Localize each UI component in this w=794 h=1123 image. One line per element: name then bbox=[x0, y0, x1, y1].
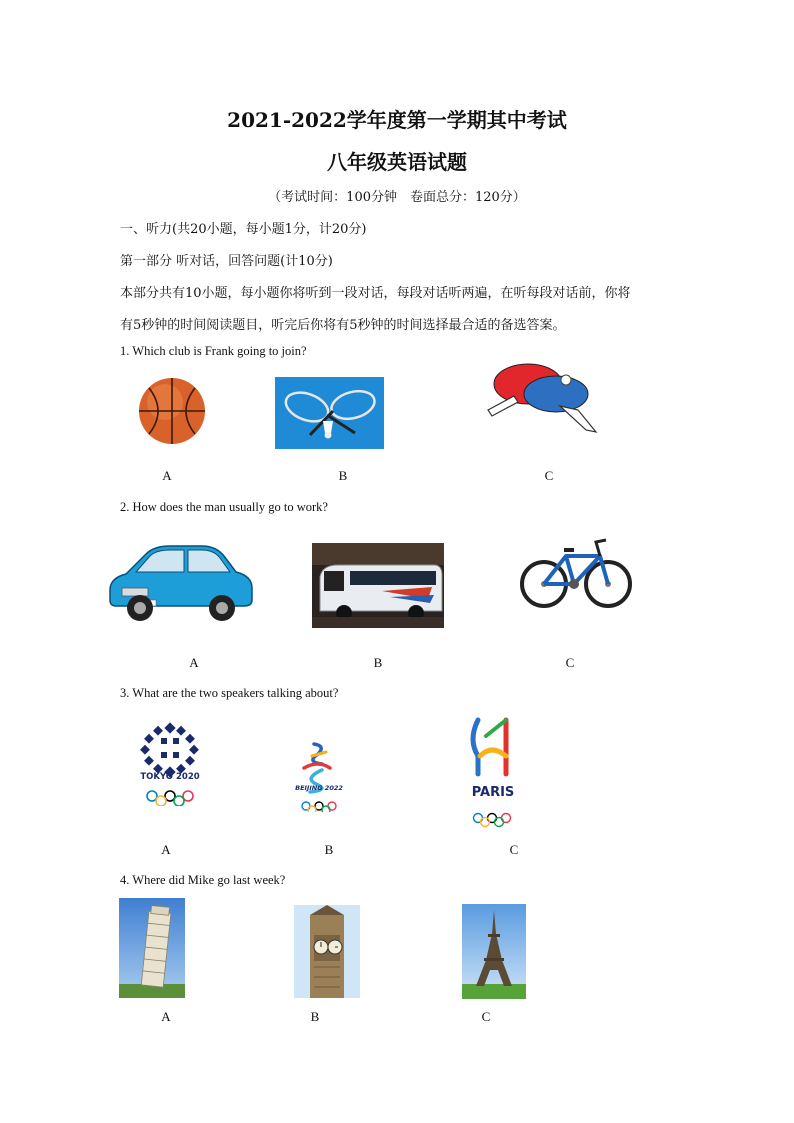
question-2: 2. How does the man usually go to work? bbox=[120, 500, 328, 514]
option-label-a: A bbox=[161, 1009, 171, 1024]
car-icon bbox=[106, 538, 254, 624]
instructions-line-2: 有5秒钟的时间阅读题目，听完后你将有5秒钟的时间选择最合适的备选答案。 bbox=[120, 318, 566, 333]
option-label-a: A bbox=[189, 655, 199, 670]
beijing-logo-text: BEIJING 2022 bbox=[295, 784, 343, 792]
exam-title: 2021-2022学年度第一学期其中考试 bbox=[227, 108, 567, 132]
question-3: 3. What are the two speakers talking about? bbox=[120, 686, 339, 700]
option-label-b: B bbox=[373, 655, 383, 670]
option-label-a: A bbox=[161, 842, 171, 857]
tokyo-logo-text: TOKYO 2020 bbox=[140, 772, 200, 782]
option-label-b: B bbox=[324, 842, 334, 857]
instructions-line-1: 本部分共有10小题，每小题你将听到一段对话，每段对话听两遍，在听每段对话前，你将 bbox=[120, 286, 631, 301]
ping-pong-icon bbox=[478, 362, 602, 440]
option-label-b: B bbox=[310, 1009, 320, 1024]
exam-info: （考试时间：100分钟 卷面总分：120分） bbox=[268, 190, 526, 205]
bus-icon bbox=[312, 543, 444, 628]
basketball-icon bbox=[137, 376, 207, 446]
beijing-2022-logo bbox=[296, 740, 342, 812]
option-label-c: C bbox=[544, 468, 554, 483]
paris-logo-text: PARIS bbox=[471, 785, 515, 800]
badminton-icon bbox=[275, 377, 384, 449]
option-label-c: C bbox=[565, 655, 575, 670]
option-label-b: B bbox=[338, 468, 348, 483]
exam-subtitle: 八年级英语试题 bbox=[327, 150, 467, 174]
eiffel-tower-icon bbox=[462, 904, 526, 999]
option-label-c: C bbox=[481, 1009, 491, 1024]
option-label-c: C bbox=[509, 842, 519, 857]
part-heading: 第一部分 听对话，回答问题(计10分) bbox=[120, 254, 333, 269]
leaning-tower-pisa-icon bbox=[119, 898, 185, 998]
tokyo-2020-logo bbox=[139, 722, 201, 806]
big-ben-icon bbox=[294, 905, 360, 998]
paris-2024-logo bbox=[466, 716, 522, 828]
section-heading: 一、听力(共20小题，每小题1分，计20分) bbox=[120, 222, 367, 237]
option-label-a: A bbox=[162, 468, 172, 483]
bicycle-icon bbox=[518, 532, 634, 610]
question-1: 1. Which club is Frank going to join? bbox=[120, 344, 307, 358]
question-4: 4. Where did Mike go last week? bbox=[120, 873, 286, 887]
